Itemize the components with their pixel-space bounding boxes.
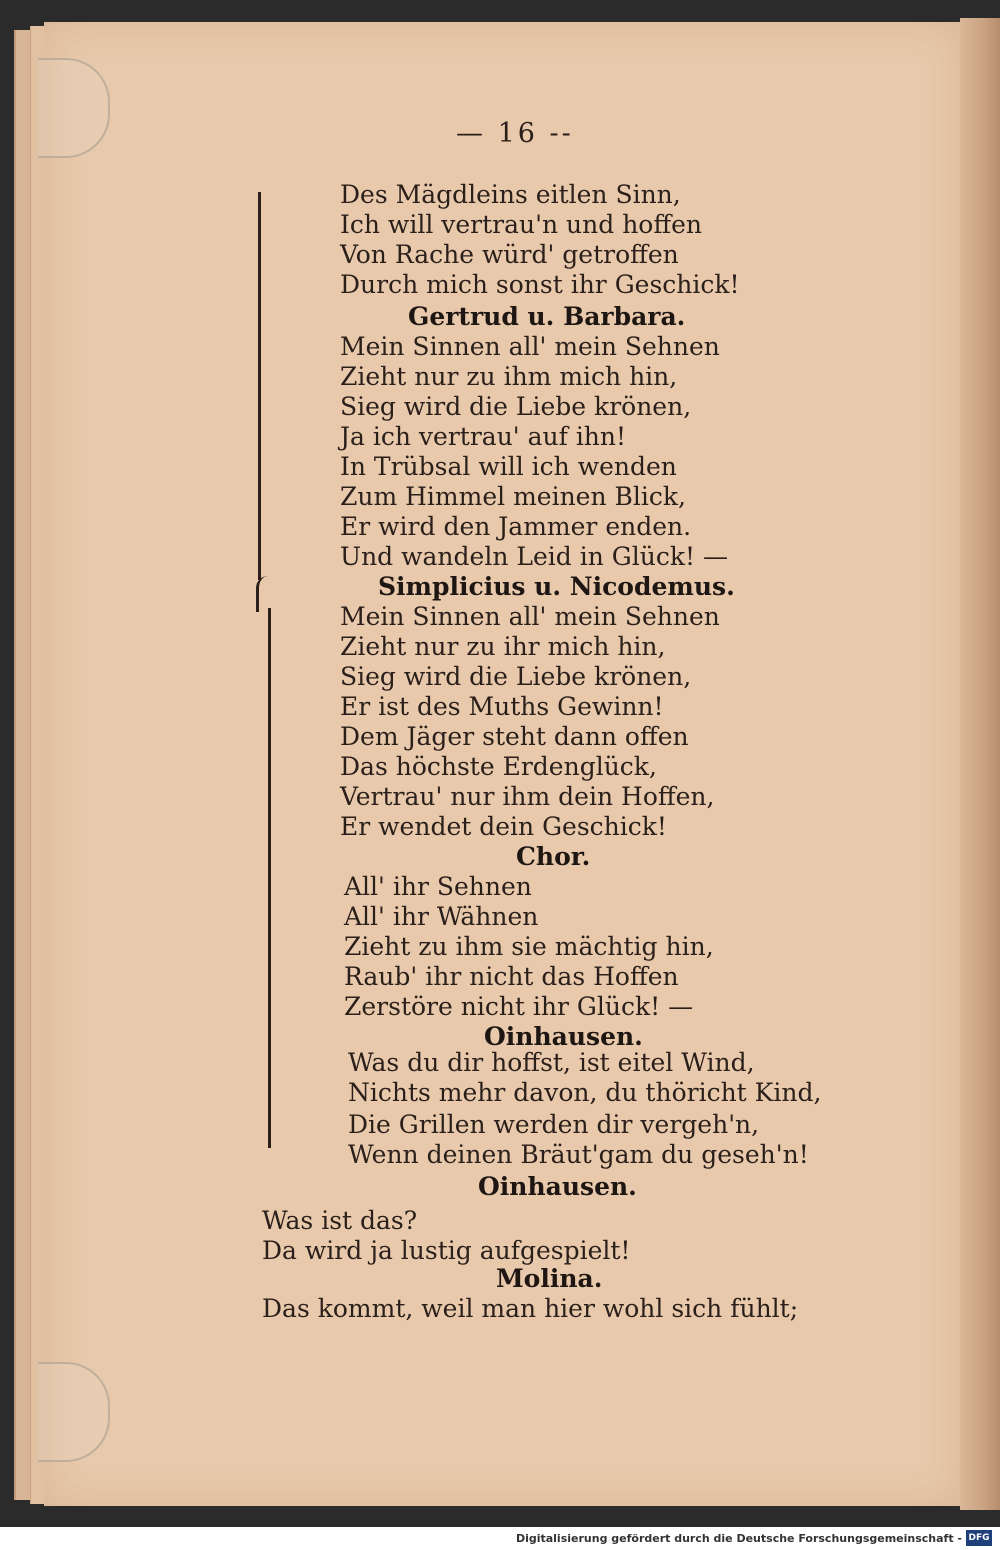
ensemble-brace-notch xyxy=(256,576,271,612)
verse-line: Raub' ihr nicht das Hoffen xyxy=(344,962,679,991)
verse-line: Sieg wird die Liebe krönen, xyxy=(340,662,692,691)
verse-line: Er wendet dein Geschick! xyxy=(340,812,667,841)
verse-line: Was ist das? xyxy=(262,1206,418,1235)
verse-line: Nichts mehr davon, du thöricht Kind, xyxy=(348,1078,822,1107)
verse-line: Was du dir hoffst, ist eitel Wind, xyxy=(348,1048,755,1077)
verse-line: Die Grillen werden dir vergeh'n, xyxy=(348,1110,760,1139)
speaker-name: Oinhausen. xyxy=(484,1022,643,1051)
speaker-name: Molina. xyxy=(496,1264,603,1293)
page-number: — 16 -- xyxy=(456,118,574,149)
page-right-edge xyxy=(960,18,1000,1510)
dfg-logo: DFG xyxy=(966,1530,992,1546)
verse-line: Er ist des Muths Gewinn! xyxy=(340,692,664,721)
ensemble-brace-lower xyxy=(268,608,271,1148)
speaker-name: Oinhausen. xyxy=(478,1172,637,1201)
verse-line: Das kommt, weil man hier wohl sich fühlt; xyxy=(262,1294,799,1323)
verse-line: Er wird den Jammer enden. xyxy=(340,512,692,541)
verse-line: Mein Sinnen all' mein Sehnen xyxy=(340,602,720,631)
verse-line: Durch mich sonst ihr Geschick! xyxy=(340,270,740,299)
verse-line: Da wird ja lustig aufgespielt! xyxy=(262,1236,631,1265)
footer-credit: Digitalisierung gefördert durch die Deutsche Forschungsgemeinschaft - xyxy=(515,1532,962,1545)
verse-line: All' ihr Sehnen xyxy=(344,872,532,901)
verse-line: Des Mägdleins eitlen Sinn, xyxy=(340,180,681,209)
verse-line: Zerstöre nicht ihr Glück! — xyxy=(344,992,694,1021)
speaker-name: Chor. xyxy=(516,842,591,871)
speaker-name: Gertrud u. Barbara. xyxy=(408,302,686,331)
verse-line: Zieht zu ihm sie mächtig hin, xyxy=(344,932,714,961)
verse-line: All' ihr Wähnen xyxy=(344,902,539,931)
verse-line: Und wandeln Leid in Glück! — xyxy=(340,542,728,571)
verse-line: Sieg wird die Liebe krönen, xyxy=(340,392,692,421)
footer-bar xyxy=(0,1527,1000,1550)
verse-line: Zieht nur zu ihm mich hin, xyxy=(340,362,678,391)
verse-line: Ich will vertrau'n und hoffen xyxy=(340,210,703,239)
verse-line: Dem Jäger steht dann offen xyxy=(340,722,689,751)
verse-line: Von Rache würd' getroffen xyxy=(340,240,679,269)
verse-line: Wenn deinen Bräut'gam du geseh'n! xyxy=(348,1140,809,1169)
verse-line: Zum Himmel meinen Blick, xyxy=(340,482,686,511)
verse-line: Ja ich vertrau' auf ihn! xyxy=(340,422,627,451)
verse-line: Vertrau' nur ihm dein Hoffen, xyxy=(340,782,715,811)
ensemble-brace-upper xyxy=(258,192,261,580)
verse-line: Das höchste Erdenglück, xyxy=(340,752,657,781)
verse-line: Zieht nur zu ihr mich hin, xyxy=(340,632,666,661)
verse-line: In Trübsal will ich wenden xyxy=(340,452,677,481)
speaker-name: Simplicius u. Nicodemus. xyxy=(378,572,735,601)
verse-line: Mein Sinnen all' mein Sehnen xyxy=(340,332,720,361)
